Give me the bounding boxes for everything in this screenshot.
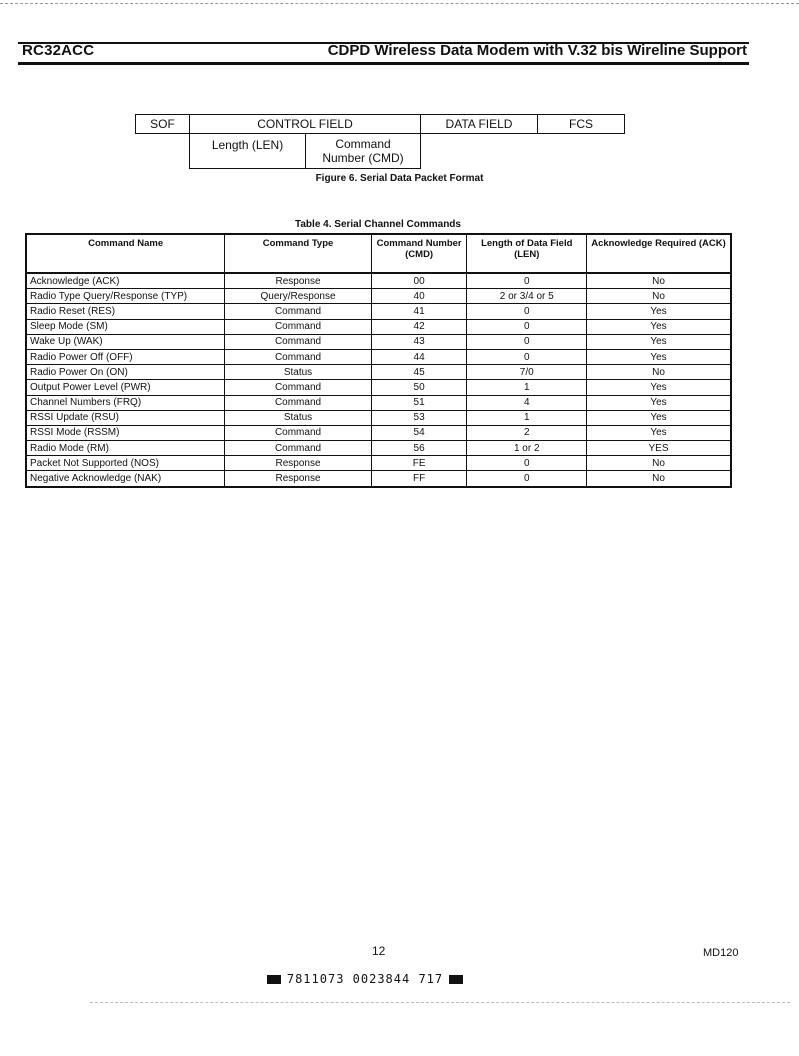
cell-command-type: Command [225, 349, 372, 364]
cell-command-number: FE [371, 456, 467, 471]
barcode-line [0, 972, 730, 986]
cell-command-number: 53 [371, 410, 467, 425]
header-command-number: Command Number (CMD) [371, 234, 467, 273]
page-number: 12 [372, 944, 386, 958]
table-row [26, 471, 731, 487]
table-row [26, 349, 731, 364]
header-data-length: Length of Data Field (LEN) [467, 234, 587, 273]
table-row [26, 334, 731, 349]
packet-field-data: DATA FIELD [420, 114, 538, 134]
packet-subfield-command: Command Number (CMD) [305, 133, 421, 169]
cell-ack-required: Yes [587, 334, 731, 349]
cell-command-name: RSSI Update (RSU) [26, 410, 225, 425]
header-ack-required: Acknowledge Required (ACK) [587, 234, 731, 273]
cell-data-length: 0 [467, 471, 587, 487]
cell-ack-required: No [587, 456, 731, 471]
cell-ack-required: Yes [587, 425, 731, 440]
cell-ack-required: No [587, 289, 731, 304]
cell-ack-required: No [587, 471, 731, 487]
cell-command-name: Radio Power On (ON) [26, 365, 225, 380]
packet-field-fcs: FCS [537, 114, 625, 134]
cell-command-number: 00 [371, 273, 467, 289]
cell-data-length: 4 [467, 395, 587, 410]
scan-edge-bottom [90, 1002, 790, 1004]
cell-command-type: Command [225, 319, 372, 334]
cell-command-name: Radio Type Query/Response (TYP) [26, 289, 225, 304]
cell-command-number: 51 [371, 395, 467, 410]
table-row [26, 456, 731, 471]
cell-command-number: 54 [371, 425, 467, 440]
cell-command-name: Negative Acknowledge (NAK) [26, 471, 225, 487]
cell-data-length: 1 [467, 380, 587, 395]
cell-command-type: Command [225, 304, 372, 319]
cell-command-type: Command [225, 425, 372, 440]
barcode-block-icon [449, 975, 463, 984]
table-caption: Table 4. Serial Channel Commands [295, 219, 461, 230]
table-row [26, 441, 731, 456]
cell-data-length: 1 or 2 [467, 441, 587, 456]
cell-command-name: Radio Reset (RES) [26, 304, 225, 319]
table-row [26, 380, 731, 395]
cell-data-length: 0 [467, 304, 587, 319]
cell-command-type: Command [225, 334, 372, 349]
cell-command-number: 43 [371, 334, 467, 349]
cell-ack-required: Yes [587, 319, 731, 334]
table-row [26, 273, 731, 289]
cell-command-type: Response [225, 456, 372, 471]
cell-data-length: 0 [467, 273, 587, 289]
cell-command-number: 42 [371, 319, 467, 334]
cell-command-type: Command [225, 441, 372, 456]
cell-command-type: Query/Response [225, 289, 372, 304]
cell-command-number: 40 [371, 289, 467, 304]
cell-ack-required: Yes [587, 349, 731, 364]
packet-field-sof: SOF [135, 114, 190, 134]
packet-subfield-length: Length (LEN) [189, 133, 306, 169]
header-document-title: CDPD Wireless Data Modem with V.32 bis Wireline Support [327, 42, 747, 59]
table-row [26, 289, 731, 304]
cell-command-name: Output Power Level (PWR) [26, 380, 225, 395]
figure-caption: Figure 6. Serial Data Packet Format [315, 173, 484, 184]
table-row [26, 365, 731, 380]
table-row [26, 319, 731, 334]
cell-command-number: 50 [371, 380, 467, 395]
header-part-number: RC32ACC [22, 42, 95, 59]
cell-data-length: 0 [467, 334, 587, 349]
table-row [26, 425, 731, 440]
table-header-row [26, 234, 731, 273]
barcode-block-icon [267, 975, 281, 984]
cell-command-type: Command [225, 395, 372, 410]
cell-data-length: 7/0 [467, 365, 587, 380]
table-row [26, 410, 731, 425]
cell-ack-required: Yes [587, 410, 731, 425]
cell-data-length: 0 [467, 456, 587, 471]
cell-command-number: 44 [371, 349, 467, 364]
cell-ack-required: Yes [587, 395, 731, 410]
cell-data-length: 2 [467, 425, 587, 440]
cell-command-type: Status [225, 410, 372, 425]
table-row [26, 304, 731, 319]
cell-data-length: 2 or 3/4 or 5 [467, 289, 587, 304]
cell-command-type: Response [225, 471, 372, 487]
cell-ack-required: No [587, 365, 731, 380]
table-row [26, 395, 731, 410]
header-command-type: Command Type [225, 234, 372, 273]
cell-command-name: Packet Not Supported (NOS) [26, 456, 225, 471]
cell-ack-required: Yes [587, 304, 731, 319]
cell-command-type: Response [225, 273, 372, 289]
cell-command-type: Status [225, 365, 372, 380]
cell-command-number: 56 [371, 441, 467, 456]
header-rule [18, 62, 749, 65]
cell-command-number: 45 [371, 365, 467, 380]
cell-command-name: Radio Power Off (OFF) [26, 349, 225, 364]
cell-data-length: 1 [467, 410, 587, 425]
cell-command-name: Sleep Mode (SM) [26, 319, 225, 334]
barcode-text: 7811073 0023844 717 [286, 972, 444, 986]
cell-data-length: 0 [467, 349, 587, 364]
cell-command-number: FF [371, 471, 467, 487]
cell-data-length: 0 [467, 319, 587, 334]
cell-ack-required: Yes [587, 380, 731, 395]
cell-command-number: 41 [371, 304, 467, 319]
cell-command-name: Channel Numbers (FRQ) [26, 395, 225, 410]
cell-command-name: Wake Up (WAK) [26, 334, 225, 349]
scan-edge-top [0, 3, 799, 5]
cell-ack-required: No [587, 273, 731, 289]
cell-command-name: RSSI Mode (RSSM) [26, 425, 225, 440]
cell-command-type: Command [225, 380, 372, 395]
cell-command-name: Radio Mode (RM) [26, 441, 225, 456]
serial-channel-commands-table [25, 233, 732, 488]
cell-command-name: Acknowledge (ACK) [26, 273, 225, 289]
packet-field-control: CONTROL FIELD [189, 114, 421, 134]
cell-ack-required: YES [587, 441, 731, 456]
document-id: MD120 [703, 947, 739, 959]
header-command-name: Command Name [26, 234, 225, 273]
